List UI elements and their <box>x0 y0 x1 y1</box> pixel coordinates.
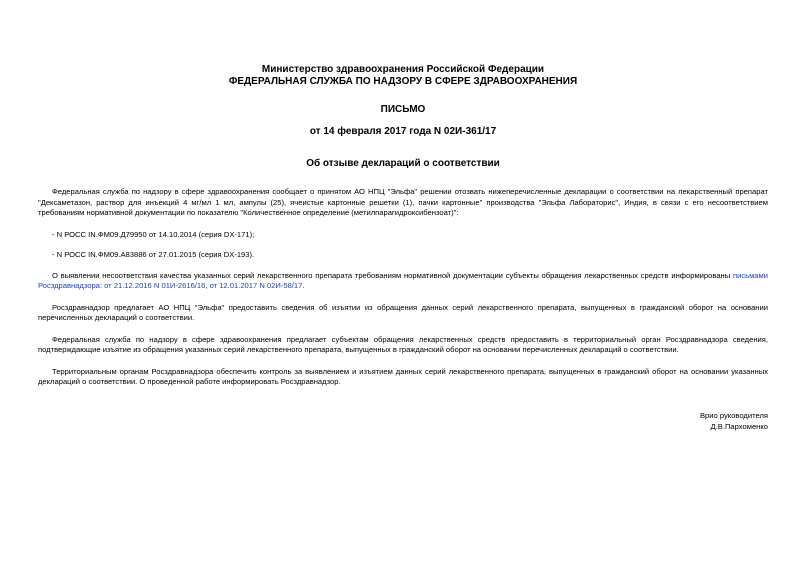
service-name: ФЕДЕРАЛЬНАЯ СЛУЖБА ПО НАДЗОРУ В СФЕРЕ ЗДРАВООХРАНЕНИЯ <box>228 76 578 87</box>
declaration-item-1: - N РОСС IN.ФМ09.Д79950 от 14.10.2014 (серия DX-171); <box>52 229 255 239</box>
paragraph-3: Росздравнадзор предлагает АО НПЦ "Эльфа" предоставить сведения об изъятии из обращения данных серий лекарственного препарата, выпущенных в гражданский оборот на основании перечисленных деклараций о соответствии. <box>38 302 768 322</box>
paragraph-1: Федеральная служба по надзору в сфере здравоохранения сообщает о принятом АО НПЦ "Эльфа" решении отозвать нижеперечисленные декларации о соответствии на лекарственный препарат "Дексаметазон, раствор для инъекций 4 мг/мл 1 мл, ампулы (25), ячеистые картонные решетки (1), пачки картонные" производства "Эльфа Лабораторис", Индия, в связи с его несоответствием требованиям нормативной документации по показателю "Количественное определение (метилпарагидроксибензоат)": <box>38 187 768 217</box>
document-date: от 14 февраля 2017 года N 02И-361/17 <box>309 126 497 137</box>
letters-link[interactable]: письмами Росздравнадзора: от 21.12.2016 N 01И-2616/16, от 12.01.2017 N 02И-58/17 <box>38 270 768 290</box>
paragraph-2-end: . <box>302 281 305 290</box>
document-page <box>38 64 768 431</box>
paragraph-4: Федеральная служба по надзору в сфере здравоохранения предлагает субъектам обращения лекарственных средств предоставить в территориальный орган Росздравнадзора сведения, подтверждающие изъятие из обращения указанных серий лекарственного препарата, выпущенных в гражданский оборот на основании перечисленных деклараций о соответствии. <box>38 334 768 354</box>
letter-header <box>38 64 768 88</box>
paragraph-5: Территориальным органам Росздравнадзора обеспечить контроль за выявлением и изъятием данных серий лекарственного препарата, выпущенных в гражданский оборот на основании указанных деклараций о соответствии. О проведенной работе информировать Росздравнадзор. <box>38 366 768 386</box>
document-type: ПИСЬМО <box>380 104 426 115</box>
signatory-title: Врио руководителя <box>699 411 768 420</box>
signature-block <box>700 410 768 432</box>
paragraph-2 <box>38 271 768 292</box>
signatory-name: Д.В.Пархоменко <box>710 422 768 431</box>
document-body <box>38 187 768 388</box>
declaration-item-2: - N РОСС IN.ФМ09.А83886 от 27.01.2015 (серия DX-193). <box>52 250 255 259</box>
document-subject: Об отзыве деклараций о соответствии <box>306 158 500 169</box>
paragraph-2-text: О выявлении несоответствия качества указанных серий лекарственного препарата требованиям нормативной документации субъекты обращения лекарственных средств информированы <box>52 270 731 280</box>
ministry-name: Министерство здравоохранения Российской Федерации <box>261 64 545 75</box>
